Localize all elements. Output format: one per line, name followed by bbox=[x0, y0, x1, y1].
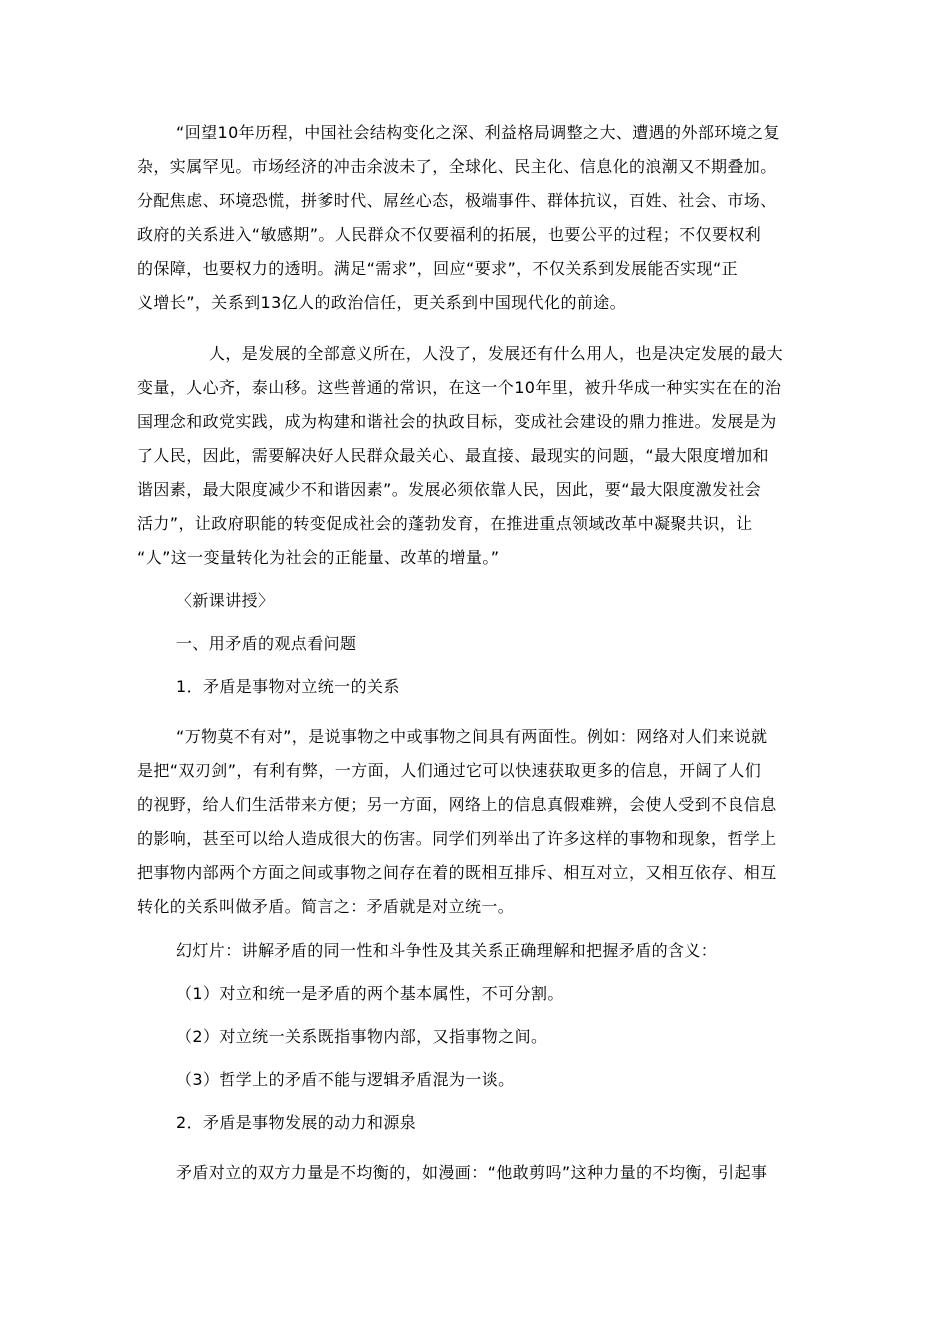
text-line: 杂，实属罕见。市场经济的冲击余波未了，全球化、民主化、信息化的浪潮又不期叠加。 bbox=[137, 157, 777, 176]
subsection-heading: 1．矛盾是事物对立统一的关系 bbox=[176, 677, 400, 696]
text-line: 分配焦虑、环境恐慌，拼爹时代、屌丝心态，极端事件、群体抗议，百姓、社会、市场、 bbox=[137, 191, 777, 210]
section-label: 〈新课讲授〉 bbox=[176, 591, 275, 610]
text-line: 的影响，甚至可以给人造成很大的伤害。同学们列举出了许多这样的事物和现象，哲学上 bbox=[137, 829, 777, 848]
text-line: “回望10年历程，中国社会结构变化之深、利益格局调整之大、遭遇的外部环境之复 bbox=[176, 123, 780, 142]
text-line: 的视野，给人们生活带来方便；另一方面，网络上的信息真假难辨，会使人受到不良信息 bbox=[137, 795, 777, 814]
text-line: 人，是发展的全部意义所在，人没了，发展还有什么用人，也是决定发展的最大 bbox=[209, 344, 784, 363]
text-line: 谐因素，最大限度减少不和谐因素”。发展必须依靠人民，因此，要“最大限度激发社会 bbox=[137, 480, 762, 499]
slide-note: 幻灯片：讲解矛盾的同一性和斗争性及其关系正确理解和把握矛盾的含义： bbox=[176, 941, 718, 960]
list-item: （1）对立和统一是矛盾的两个基本属性，不可分割。 bbox=[176, 984, 564, 1003]
text-line: 义增长”，关系到13亿人的政治信任，更关系到中国现代化的前途。 bbox=[137, 293, 627, 312]
text-line: 转化的关系叫做矛盾。简言之：矛盾就是对立统一。 bbox=[137, 897, 515, 916]
text-line: “人”这一变量转化为社会的正能量、改革的增量。” bbox=[137, 548, 500, 567]
text-line: 国理念和政党实践，成为构建和谐社会的执政目标，变成社会建设的鼎力推进。发展是为 bbox=[137, 412, 777, 431]
text-line: 把事物内部两个方面之间或事物之间存在着的既相互排斥、相互对立，又相互依存、相互 bbox=[137, 863, 777, 882]
section-heading: 一、用矛盾的观点看问题 bbox=[176, 634, 357, 653]
list-item: （3）哲学上的矛盾不能与逻辑矛盾混为一谈。 bbox=[176, 1070, 515, 1089]
subsection-heading: 2．矛盾是事物发展的动力和源泉 bbox=[176, 1113, 417, 1132]
list-item: （2）对立统一关系既指事物内部，又指事物之间。 bbox=[176, 1027, 548, 1046]
text-line: 了人民，因此，需要解决好人民群众最关心、最直接、最现实的问题，“最大限度增加和 bbox=[137, 446, 769, 465]
text-line: 活力”，让政府职能的转变促成社会的蓬勃发育，在推进重点领域改革中凝聚共识，让 bbox=[137, 514, 753, 533]
text-line: 变量，人心齐，泰山移。这些普通的常识，在这一个10年里，被升华成一种实实在在的治 bbox=[137, 378, 782, 397]
text-line: 的保障，也要权力的透明。满足“需求”，回应“要求”，不仅关系到发展能否实现“正 bbox=[137, 259, 739, 278]
text-line: “万物莫不有对”，是说事物之中或事物之间具有两面性。例如：网络对人们来说就 bbox=[176, 727, 768, 746]
text-line: 政府的关系进入“敏感期”。人民群众不仅要福利的拓展，也要公平的过程；不仅要权利 bbox=[137, 225, 762, 244]
text-line: 是把“双刃剑”，有利有弊，一方面，人们通过它可以快速获取更多的信息，开阔了人们 bbox=[137, 761, 762, 780]
text-line: 矛盾对立的双方力量是不均衡的，如漫画：“他敢剪吗”这种力量的不均衡，引起事 bbox=[176, 1163, 768, 1182]
